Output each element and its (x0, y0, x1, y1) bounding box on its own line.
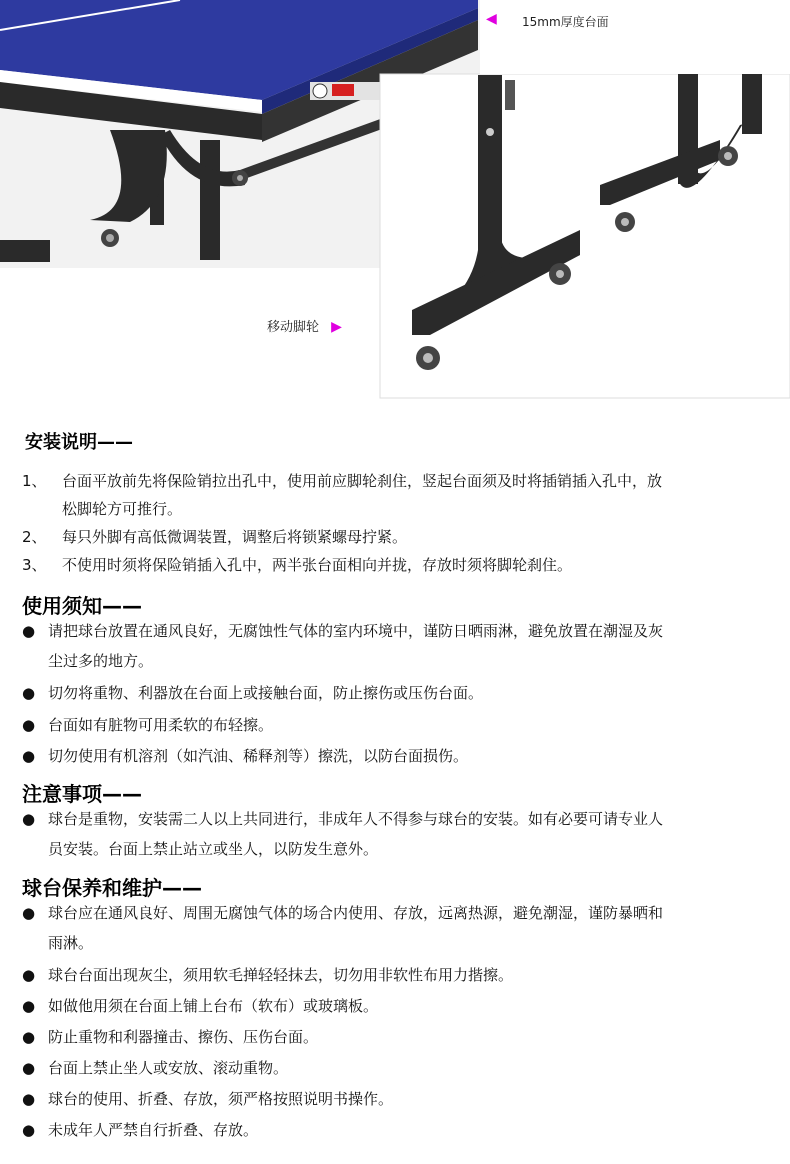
item-text-cont: 雨淋。 (48, 934, 94, 952)
item-text-cont: 尘过多的地方。 (48, 652, 154, 670)
item-text: 球台台面出现灰尘，须用软毛掸轻轻抹去，切勿用非软性布用力揩擦。 (48, 966, 514, 984)
section-title-install: 安装说明—— (25, 432, 133, 453)
arrow-right-icon: ▶ (331, 319, 342, 335)
arrow-left-icon: ◀ (486, 11, 497, 27)
bullet-icon: ● (22, 716, 36, 734)
item-text: 切勿将重物、利器放在台面上或接触台面，防止擦伤或压伤台面。 (48, 684, 484, 702)
item-text: 台面上禁止坐人或安放、滚动重物。 (48, 1059, 289, 1077)
bullet-icon: ● (22, 904, 36, 922)
callout-wheel-label: 移动脚轮 (267, 320, 320, 335)
item-number: 2、 (22, 528, 47, 546)
item-text: 防止重物和利器撞击、擦伤、压伤台面。 (48, 1028, 319, 1046)
section-title-notice: 注意事项—— (22, 782, 142, 806)
product-photo (0, 0, 790, 410)
item-text-cont: 松脚轮方可推行。 (62, 500, 183, 518)
item-text: 台面如有脏物可用柔软的布轻擦。 (48, 716, 274, 734)
bullet-icon: ● (22, 1028, 36, 1046)
item-text: 球台是重物，安装需二人以上共同进行，非成年人不得参与球台的安装。如有必要可请专业人 (48, 810, 664, 828)
bullet-icon: ● (22, 1090, 36, 1108)
item-text: 球台应在通风良好、周围无腐蚀气体的场合内使用、存放，远离热源，避免潮湿，谨防暴晒和 (48, 904, 664, 922)
bullet-icon: ● (22, 684, 36, 702)
bullet-icon: ● (22, 810, 36, 828)
item-number: 3、 (22, 556, 47, 574)
callout-top-label: 15mm厚度台面 (522, 15, 609, 29)
section-title-care: 球台保养和维护—— (22, 876, 202, 900)
bullet-icon: ● (22, 966, 36, 984)
item-text: 未成年人严禁自行折叠、存放。 (48, 1121, 259, 1139)
table-illustration (0, 0, 790, 410)
callout-thickness (486, 11, 609, 30)
item-text-cont: 员安装。台面上禁止站立或坐人，以防发生意外。 (48, 840, 379, 858)
bullet-icon: ● (22, 1059, 36, 1077)
item-text: 如做他用须在台面上铺上台布（软布）或玻璃板。 (48, 997, 379, 1015)
bullet-icon: ● (22, 1121, 36, 1139)
section-title-usage: 使用须知—— (22, 594, 142, 618)
item-text: 切勿使用有机溶剂（如汽油、稀释剂等）擦洗，以防台面损伤。 (48, 747, 469, 765)
item-text: 不使用时须将保险销插入孔中，两半张台面相向并拢，存放时须将脚轮刹住。 (62, 556, 573, 574)
callout-wheel (267, 316, 342, 335)
bullet-icon: ● (22, 747, 36, 765)
item-text: 台面平放前先将保险销拉出孔中，使用前应脚轮刹住，竖起台面须及时将插销插入孔中，放 (62, 472, 663, 490)
item-number: 1、 (22, 472, 47, 490)
bullet-icon: ● (22, 997, 36, 1015)
bullet-icon: ● (22, 622, 36, 640)
item-text: 请把球台放置在通风良好，无腐蚀性气体的室内环境中，谨防日晒雨淋，避免放置在潮湿及灰 (48, 622, 664, 640)
item-text: 每只外脚有高低微调装置，调整后将锁紧螺母拧紧。 (62, 528, 408, 546)
item-text: 球台的使用、折叠、存放，须严格按照说明书操作。 (48, 1090, 394, 1108)
